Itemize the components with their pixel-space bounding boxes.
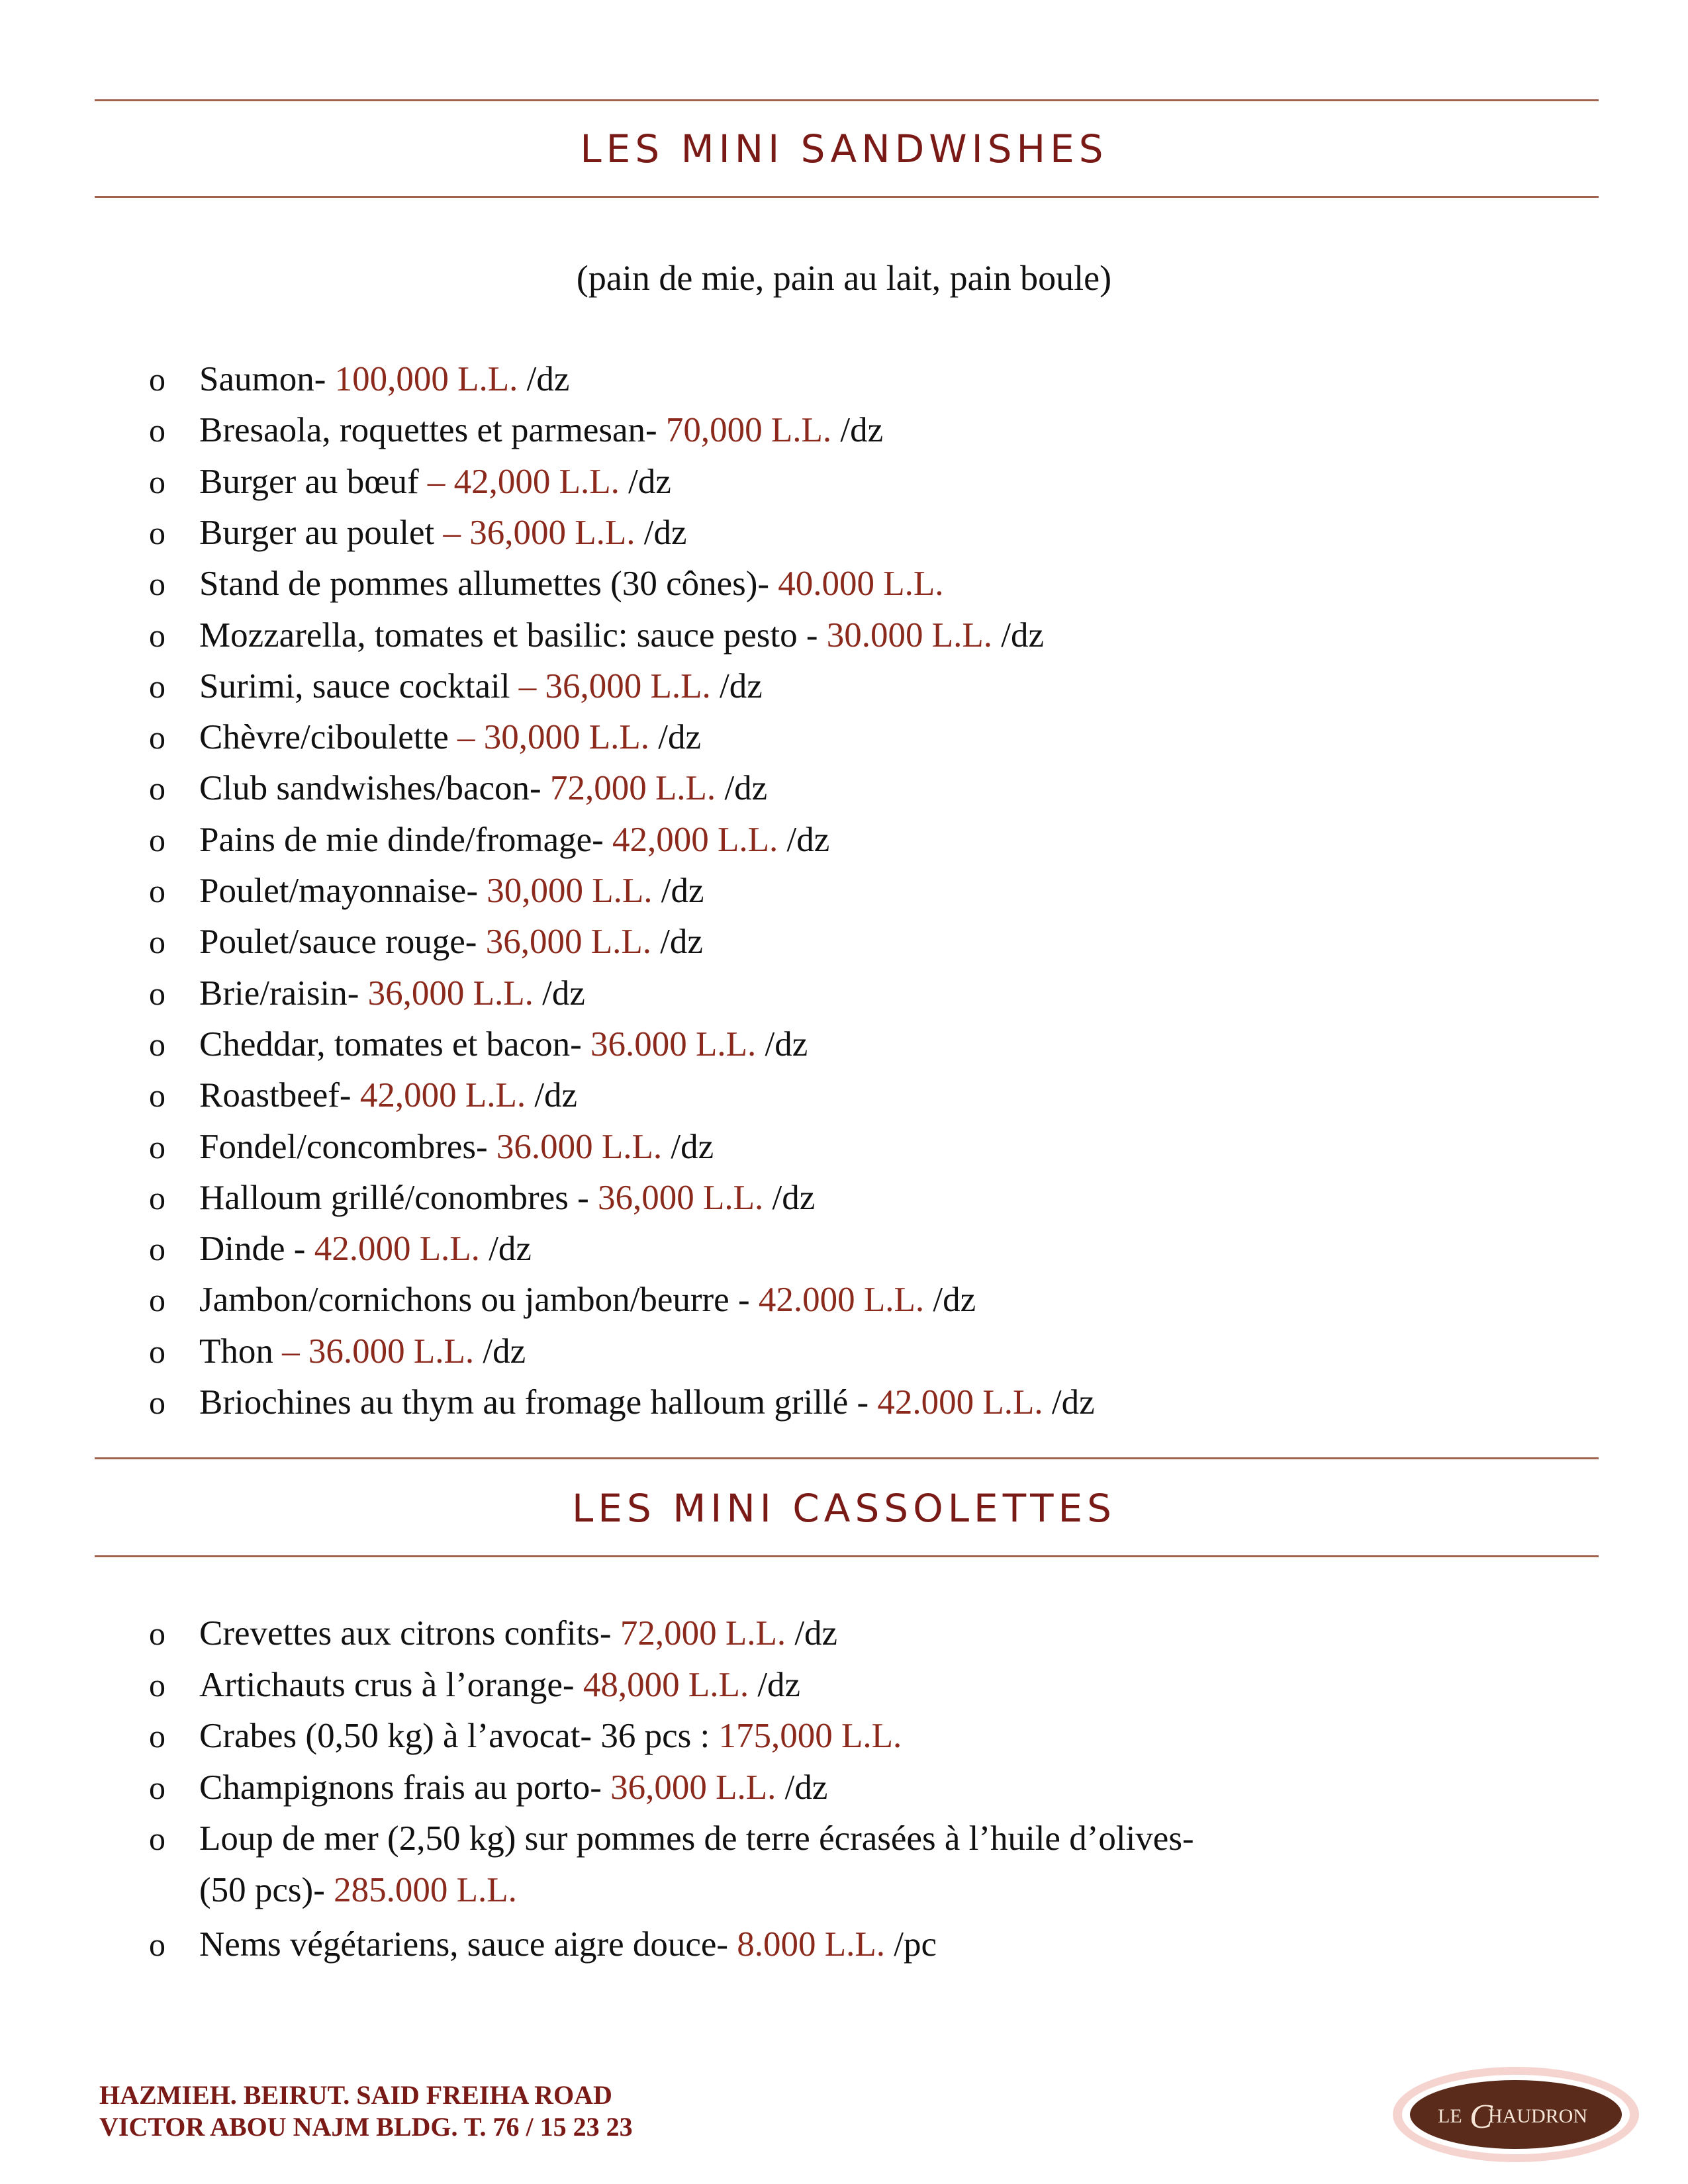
menu-item — [149, 815, 1572, 866]
section-title: LES MINI SANDWISHES — [580, 126, 1108, 171]
item-name: Saumon- — [199, 360, 335, 398]
bullet-icon: o — [149, 667, 165, 705]
menu-item — [149, 1019, 1572, 1070]
item-price: 42.000 L.L. — [314, 1230, 480, 1269]
logo-text-c: C — [1470, 2098, 1493, 2136]
menu-item — [149, 968, 1572, 1019]
item-name: Fondel/concombres- — [199, 1127, 496, 1166]
item-unit: /dz — [831, 411, 884, 450]
item-unit: /dz — [786, 1614, 838, 1653]
item-price: – 36,000 L.L. — [518, 666, 711, 705]
logo-text-le: LE — [1438, 2105, 1462, 2127]
menu-item — [149, 661, 1572, 712]
item-price: 42.000 L.L. — [758, 1281, 925, 1320]
item-price: 48,000 L.L. — [583, 1665, 749, 1704]
menu-item — [149, 1608, 1572, 1659]
menu-item — [149, 354, 1572, 405]
item-price: 285.000 L.L. — [334, 1870, 517, 1909]
item-unit: /dz — [635, 513, 687, 552]
menu-item — [149, 763, 1572, 814]
bullet-icon: o — [149, 1666, 165, 1704]
item-price: 40.000 L.L. — [778, 565, 944, 604]
item-price: 36.000 L.L. — [496, 1127, 663, 1166]
bullet-icon: o — [149, 361, 165, 398]
bullet-icon: o — [149, 565, 165, 603]
item-unit: /dz — [662, 1127, 714, 1166]
bullet-icon: o — [149, 872, 165, 909]
item-unit: /dz — [652, 872, 704, 910]
item-price: 30.000 L.L. — [826, 615, 992, 655]
logo-text-rest: HAUDRON — [1488, 2105, 1587, 2127]
item-name: Crevettes aux citrons confits- — [199, 1614, 620, 1653]
item-price: 36,000 L.L. — [598, 1178, 764, 1217]
section-rule-bottom — [95, 1555, 1599, 1557]
item-price: 36,000 L.L. — [367, 974, 534, 1013]
item-name: Mozzarella, tomates et basilic: sauce pesto - — [199, 615, 827, 655]
menu-item — [149, 1275, 1572, 1326]
bullet-icon: o — [149, 719, 165, 756]
section-rule-bottom — [95, 196, 1599, 198]
bullet-icon: o — [149, 1615, 165, 1652]
menu-item — [149, 866, 1572, 917]
menu-item — [149, 1122, 1572, 1173]
item-unit: /dz — [619, 462, 671, 501]
menu-item — [149, 457, 1572, 508]
section-rule-top — [95, 1457, 1599, 1459]
menu-item — [149, 1173, 1572, 1224]
bullet-icon: o — [149, 616, 165, 654]
item-name: Burger au poulet — [199, 513, 444, 552]
bullet-icon: o — [149, 923, 165, 961]
bullet-icon: o — [149, 1230, 165, 1268]
item-unit: /dz — [749, 1665, 801, 1704]
bullet-icon: o — [149, 1768, 165, 1806]
item-name: Pains de mie dinde/fromage- — [199, 820, 613, 859]
item-name-continuation: (50 pcs)- — [199, 1870, 334, 1909]
menu-item — [149, 1762, 1572, 1813]
item-price: – 42,000 L.L. — [427, 462, 620, 501]
item-unit: /dz — [651, 923, 703, 962]
menu-item — [149, 1326, 1572, 1377]
bullet-icon: o — [149, 1717, 165, 1754]
item-unit: /dz — [1043, 1383, 1095, 1422]
item-name: Briochines au thym au fromage halloum grillé - — [199, 1383, 878, 1422]
bullet-icon: o — [149, 1926, 165, 1963]
bullet-icon: o — [149, 514, 165, 551]
item-name: Crabes (0,50 kg) à l’avocat- 36 pcs : — [199, 1717, 719, 1755]
item-price: – 36.000 L.L. — [282, 1332, 475, 1371]
menu-item-continuation — [199, 1865, 517, 1916]
menu-item — [149, 712, 1572, 763]
item-unit: /dz — [649, 718, 701, 757]
item-unit: /dz — [533, 974, 585, 1013]
bullet-icon: o — [149, 1128, 165, 1165]
item-price: 70,000 L.L. — [665, 411, 832, 450]
item-price: 72,000 L.L. — [549, 769, 716, 808]
menu-item — [149, 1224, 1572, 1275]
item-name: Bresaola, roquettes et parmesan- — [199, 411, 666, 450]
menu-item — [149, 1711, 1572, 1762]
item-unit: /dz — [474, 1332, 526, 1371]
item-unit: /pc — [885, 1925, 937, 1964]
item-name: Champignons frais au porto- — [199, 1768, 611, 1807]
item-name: Poulet/sauce rouge- — [199, 923, 486, 962]
item-unit: /dz — [776, 1768, 828, 1807]
address-line-2: VICTOR ABOU NAJM BLDG. T. 76 / 15 23 23 — [99, 2112, 633, 2142]
menu-item — [149, 1919, 1572, 1970]
item-unit: /dz — [763, 1178, 816, 1217]
item-price: 36,000 L.L. — [485, 923, 651, 962]
item-unit: /dz — [526, 1076, 578, 1115]
menu-item — [149, 1660, 1572, 1711]
section-rule-top — [95, 99, 1599, 101]
menu-item — [149, 917, 1572, 968]
bullet-icon: o — [149, 1025, 165, 1063]
item-name: Stand de pommes allumettes (30 cônes)- — [199, 565, 778, 604]
menu-item — [149, 1377, 1572, 1428]
menu-item — [149, 610, 1572, 661]
menu-item — [149, 559, 1572, 610]
menu-item — [149, 1070, 1572, 1121]
item-name: Burger au bœuf — [199, 462, 428, 501]
item-price: 42.000 L.L. — [877, 1383, 1043, 1422]
item-unit: /dz — [518, 360, 570, 398]
menu-item — [149, 405, 1572, 456]
item-name: Loup de mer (2,50 kg) sur pommes de terre écrasées à l’huile d’olives- — [199, 1819, 1194, 1858]
item-price: 42,000 L.L. — [612, 820, 778, 859]
bullet-icon: o — [149, 1820, 165, 1857]
bullet-icon: o — [149, 1281, 165, 1319]
item-unit: /dz — [992, 615, 1044, 655]
item-name: Club sandwishes/bacon- — [199, 769, 550, 808]
bullet-icon: o — [149, 821, 165, 858]
bullet-icon: o — [149, 974, 165, 1012]
item-name: Artichauts crus à l’orange- — [199, 1665, 583, 1704]
item-price: 30,000 L.L. — [487, 872, 653, 910]
item-name: Nems végétariens, sauce aigre douce- — [199, 1925, 737, 1964]
item-name: Halloum grillé/conombres - — [199, 1178, 598, 1217]
item-price: 36,000 L.L. — [610, 1768, 776, 1807]
item-name: Cheddar, tomates et bacon- — [199, 1024, 590, 1064]
section-subtitle: (pain de mie, pain au lait, pain boule) — [576, 258, 1112, 298]
item-name: Poulet/mayonnaise- — [199, 872, 487, 910]
menu-item — [149, 1813, 1572, 1864]
bullet-icon: o — [149, 1077, 165, 1115]
item-price: – 30,000 L.L. — [457, 718, 649, 757]
item-unit: /dz — [716, 769, 768, 808]
item-price: 42,000 L.L. — [359, 1076, 526, 1115]
item-name: Roastbeef- — [199, 1076, 360, 1115]
item-price: – 36,000 L.L. — [443, 513, 635, 552]
item-name: Chèvre/ciboulette — [199, 718, 457, 757]
bullet-icon: o — [149, 463, 165, 500]
item-name: Surimi, sauce cocktail — [199, 666, 519, 705]
item-unit: /dz — [479, 1230, 532, 1269]
item-price: 175,000 L.L. — [718, 1717, 902, 1755]
item-price: 100,000 L.L. — [334, 360, 518, 398]
item-name: Thon — [199, 1332, 283, 1371]
item-price: 8.000 L.L. — [737, 1925, 886, 1964]
item-name: Brie/raisin- — [199, 974, 368, 1013]
address-line-1: HAZMIEH. BEIRUT. SAID FREIHA ROAD — [99, 2080, 612, 2110]
item-price: 72,000 L.L. — [620, 1614, 786, 1653]
item-price: 36.000 L.L. — [590, 1024, 757, 1064]
chaudron-logo — [1390, 2065, 1642, 2164]
section-title: LES MINI CASSOLETTES — [571, 1486, 1116, 1531]
menu-item — [149, 508, 1572, 559]
item-unit: /dz — [710, 666, 763, 705]
item-name: Dinde - — [199, 1230, 314, 1269]
bullet-icon: o — [149, 1384, 165, 1421]
item-unit: /dz — [924, 1281, 976, 1320]
item-unit: /dz — [778, 820, 830, 859]
item-unit: /dz — [756, 1024, 808, 1064]
bullet-icon: o — [149, 1179, 165, 1216]
bullet-icon: o — [149, 770, 165, 807]
item-name: Jambon/cornichons ou jambon/beurre - — [199, 1281, 759, 1320]
bullet-icon: o — [149, 1332, 165, 1370]
bullet-icon: o — [149, 412, 165, 449]
